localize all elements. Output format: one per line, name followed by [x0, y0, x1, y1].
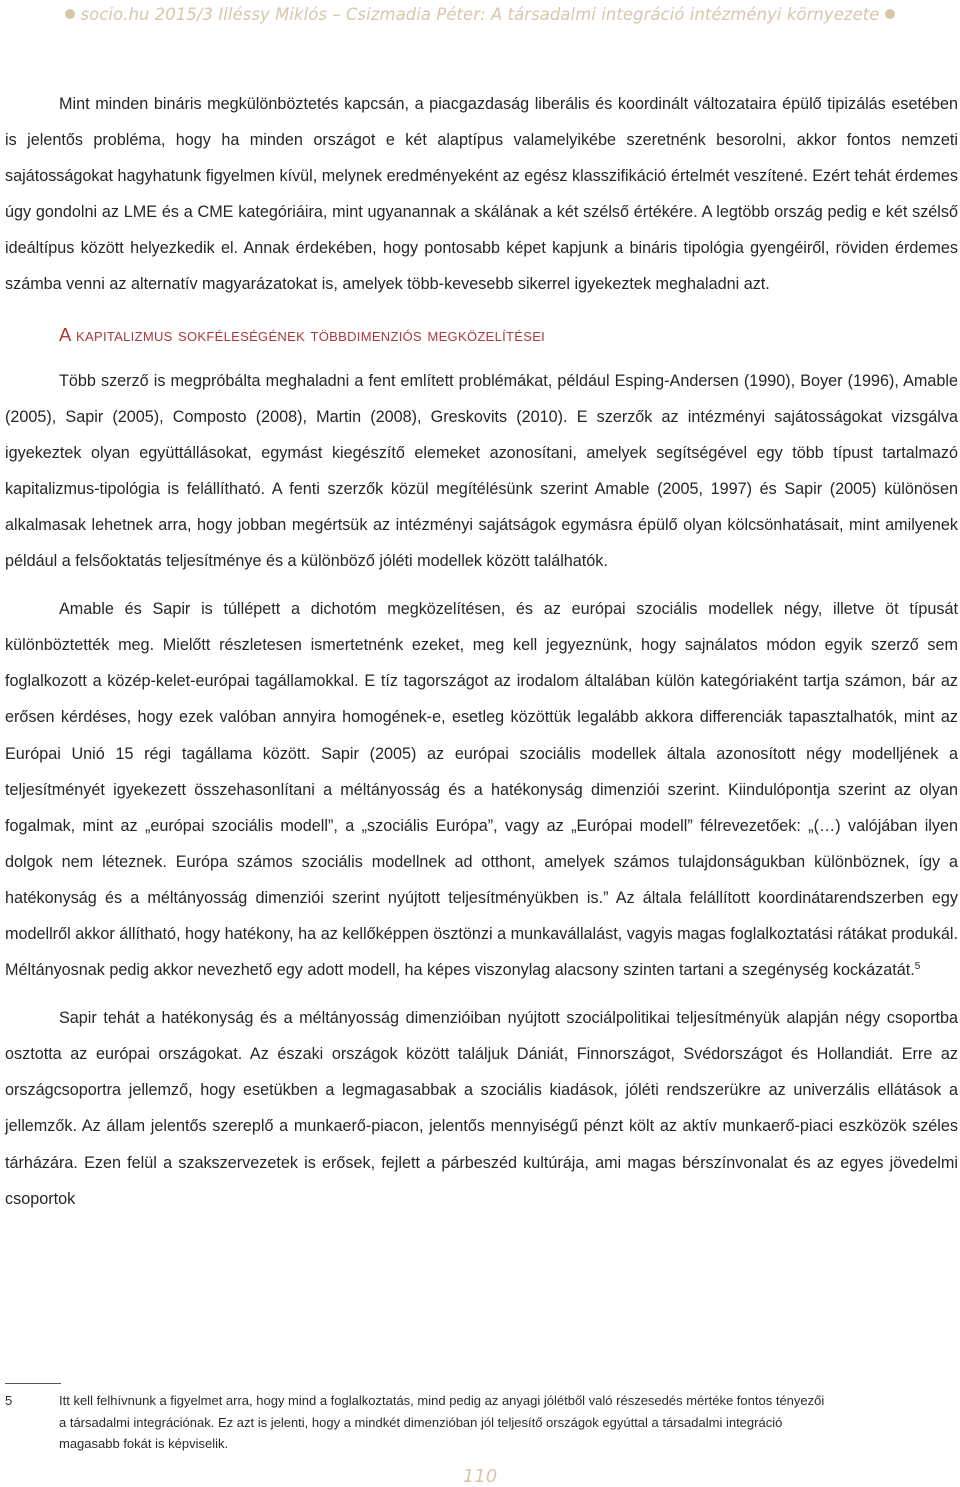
footnote-number: 5 — [5, 1393, 13, 1408]
section-heading: A kapitalizmus sokféleségének többdimenziós megközelítései — [59, 323, 546, 345]
page-number: 110 — [462, 1466, 498, 1487]
bullet-dot-icon — [65, 9, 75, 19]
footnote-divider — [5, 1383, 61, 1384]
header-issue: 2015/3 — [154, 5, 214, 24]
bullet-dot-icon — [885, 9, 895, 19]
paragraph-3: Sapir tehát a hatékonyság és a méltányosság dimenzióiban nyújtott szociálpolitikai teljesítményük alapján négy csoportba osztotta az európai országokat. Az északi országok között találjuk Dániát, Finnországot, Svédországot és Hollandiát. Erre az országcsoportra jellemző, hogy esetükben a legmagasabbak a szociális kiadások, jóléti rendszerükre az univerzális ellátások a jellemzők. Az állam jelentős szereplő a munkaerő-piacon, jelentős mennyiségű pénzt költ az aktív munkaerő-piaci eszközök széles tárházára. Ezen felül a szakszervezetek is erősek, fejlett a párbeszéd kultúrája, ami magas bérszínvonalat és az egyes jövedelmi csoportok — [5, 1009, 958, 1208]
footnote-reference[interactable]: 5 — [914, 961, 921, 973]
running-header — [0, 5, 960, 24]
footnote-line-2: a társadalmi integrációnak. Ez azt is jelenti, hogy a mindkét dimenzióban jól teljesítő országok egyúttal a társadalmi integráció — [59, 1414, 783, 1430]
paragraph-2-text: Amable és Sapir is túllépett a dichotóm megközelítésen, és az európai szociális modellek négy, illetve öt típusát különböztették meg. Mielőtt részletesen ismertetnénk ezeket, meg kell jegyeznünk, hogy sajnálatos módon egyik szerző sem foglalkozott a közép-kelet-európai tagállamokkal. E tíz tagországot az irodalom általában külön kategóriaként tartja számon, bár az erősen kérdéses, hogy ezek valóban annyira homogének-e, esetleg közöttük legalább akkora differenciák tapasztalhatók, mint az Európai Unió 15 régi tagállama között. Sapir (2005) az európai szociális modellek általa azonosított négy modelljének a teljesítményét igyekezett összehasonlítani a méltányosság és a hatékonyság dimenziói szerint. Kiindulópontja szerint az olyan fogalmak, mint az „európai szociális modell”, a „szociális Európa”, vagy az „Európai modell” félrevezetőek: „(…) valójában ilyen dolgok nem léteznek. Európa számos szociális modellnek ad otthont, amelyek számos tulajdonságukban különböznek, így a hatékonyság és a méltányosság dimenziói szerint nyújtott teljesítményükben is.” Az általa felállított koordinátarendszerben egy modellről akkor állítható, hogy hatékony, ha az kellőképpen ösztönzi a munkavállalást, vagyis magas foglalkoztatási rátákat produkál. Méltányosnak pedig akkor nevezhető egy adott modell, ha képes viszonylag alacsony szinten tartani a szegénység kockázatát. — [5, 600, 958, 980]
article-body — [5, 86, 958, 1217]
header-article: Illéssy Miklós – Csizmadia Péter: A társadalmi integráció intézményi környezete — [218, 5, 880, 24]
footnote-line-3: magasabb fokát is képviselik. — [59, 1436, 229, 1451]
footnote-line-1 — [5, 1390, 958, 1412]
paragraph-1: Több szerző is megpróbálta meghaladni a fent említett problémákat, például Esping-Andersen (1990), Boyer (1996), Amable (2005), Sapir (2005), Composto (2008), Martin (2008), Greskovits (2010). E szerzők az intézményi sajátosságokat vizsgálva igyekeztek olyan együttállásokat, egymást kiegészítő elemeket azonosítani, amelyek segítségével egy több típust tartalmazó kapitalizmus-tipológia is felállítható. A fenti szerzők közül megítélésünk szerint Amable (2005, 1997) és Sapir (2005) különösen alkalmasak lehetnek arra, hogy jobban megértsük az intézményi sajátságok egymásra épülő olyan kölcsönhatásait, mint amilyenek például a felsőoktatás teljesítménye és a különböző jóléti modellek között találhatók. — [5, 371, 958, 571]
paragraph-2 — [5, 591, 958, 988]
footnote-text-1: Itt kell felhívnunk a figyelmet arra, hogy mind a foglalkoztatás, mind pedig az anyagi jólétből való részesedés mértéke fontos tényezői — [59, 1393, 825, 1408]
footnote — [5, 1390, 958, 1455]
header-site: socio.hu — [80, 5, 150, 24]
intro-paragraph: Mint minden bináris megkülönböztetés kapcsán, a piacgazdaság liberális és koordinált változataira épülő tipizálás esetében is jelentős probléma, hogy ha minden országot e két alaptípus valamelyikébe szeretnénk besorolni, akkor fontos nemzeti sajátosságokat hagyhatunk figyelmen kívül, melynek eredményeként az egész klasszifikáció értelmét veszítené. Ezért tehát érdemes úgy gondolni az LME és a CME kategóriáira, mint ugyanannak a skálának a két szélső értékére. A legtöbb ország pedig e két szélső ideáltípus között helyezkedik el. Annak érdekében, hogy pontosabb képet kapjunk a bináris tipológia gyengéiről, röviden érdemes számba venni az alternatív magyarázatokat is, amelyek több-kevesebb sikerrel igyekeztek meghaladni azt. — [5, 95, 958, 294]
